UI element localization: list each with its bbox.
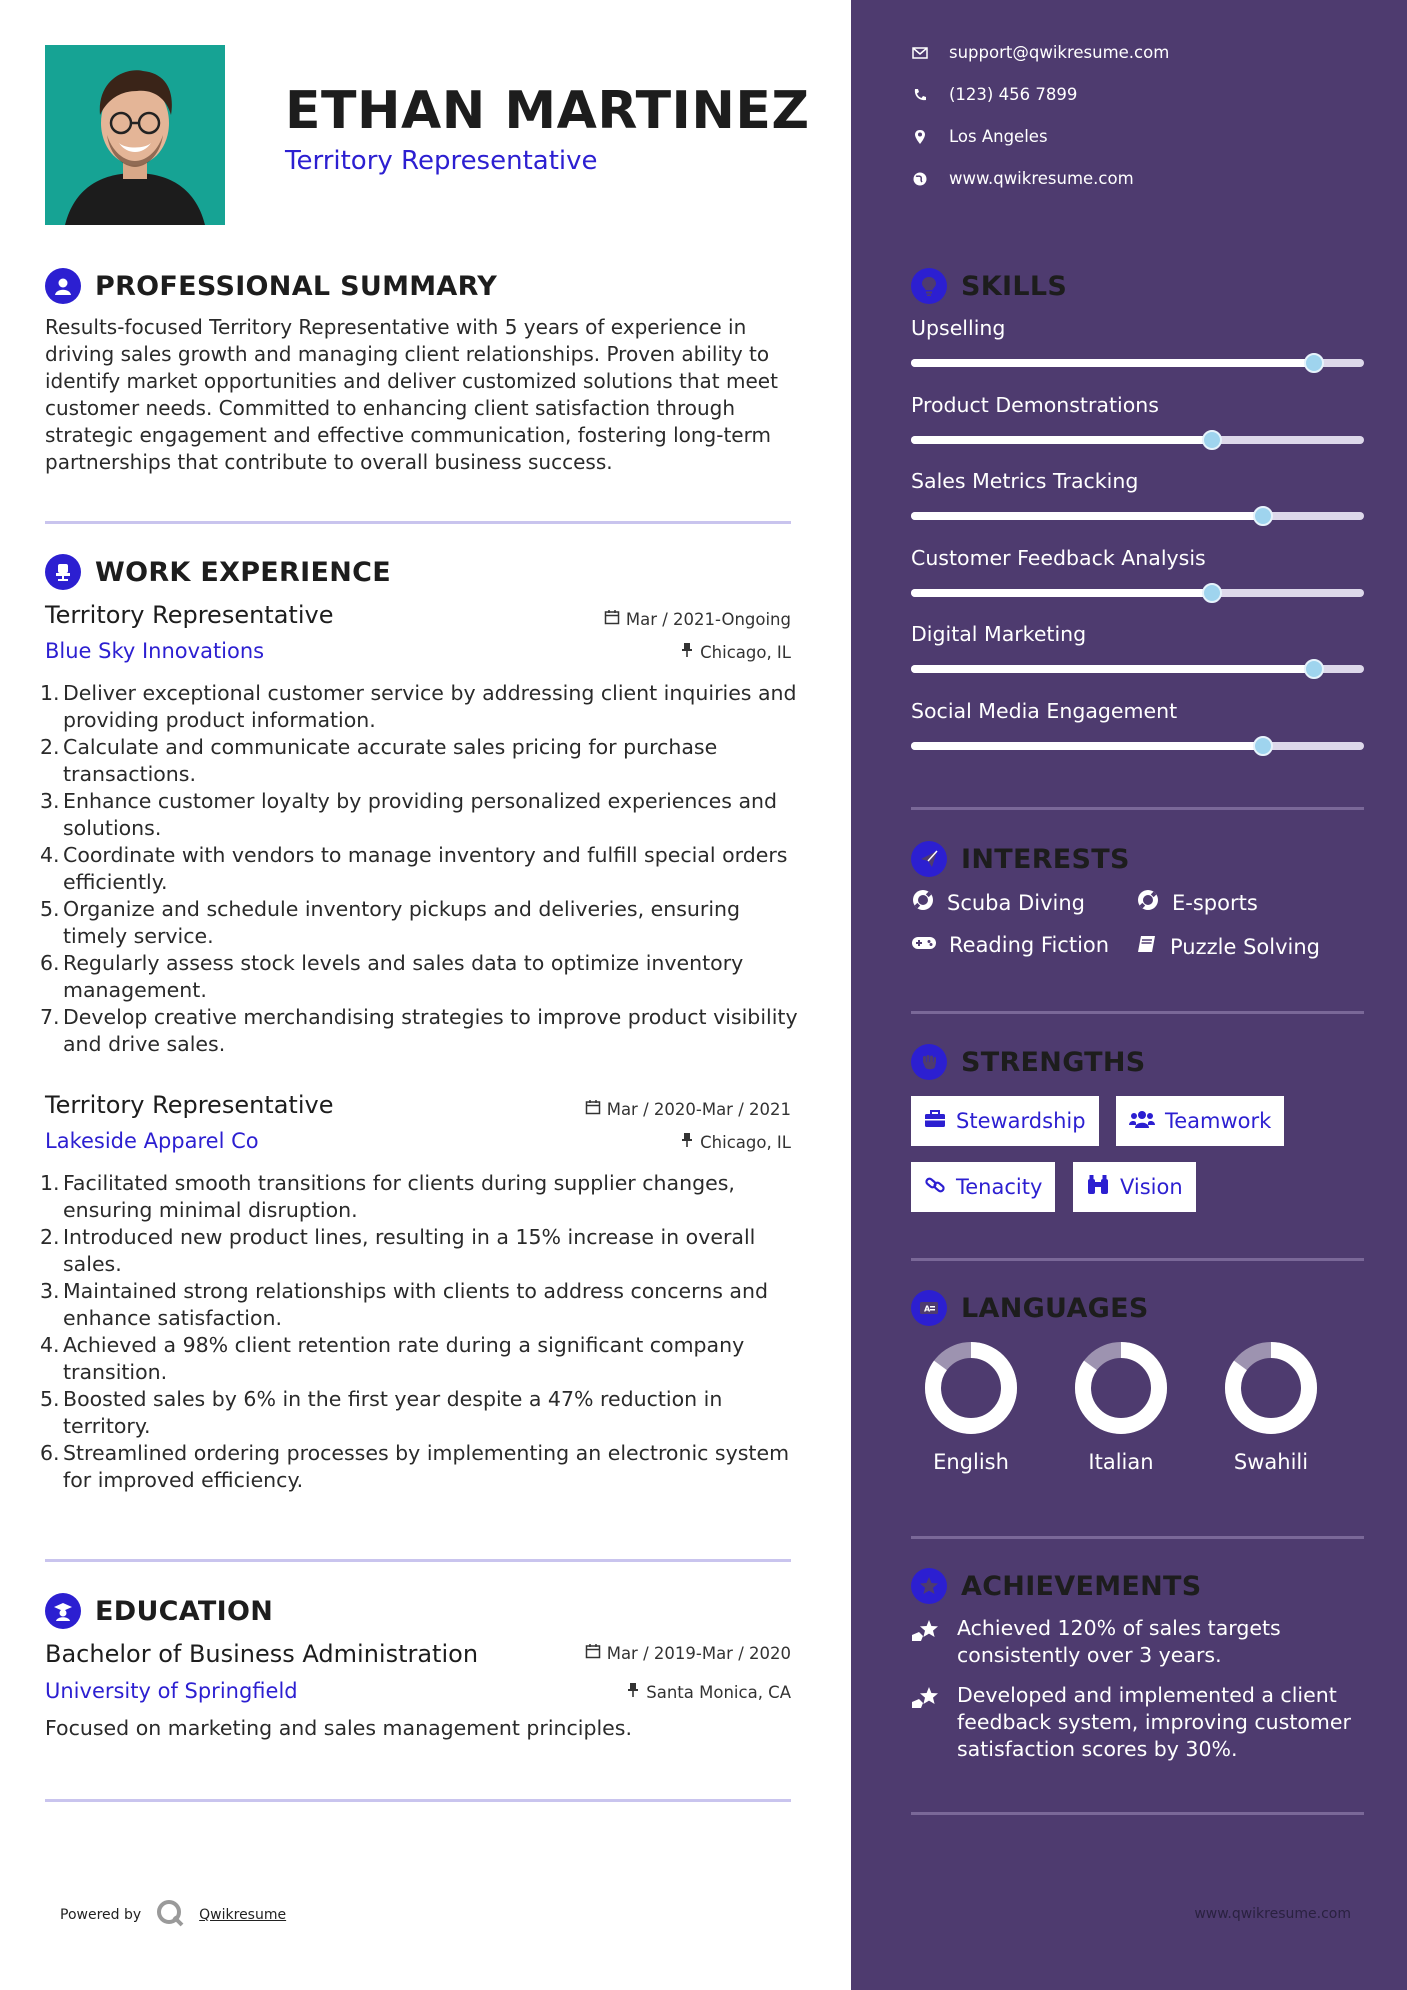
website-text[interactable]: www.qwikresume.com [949,169,1134,188]
avatar [45,45,225,225]
pin-icon [680,1132,694,1152]
email-text[interactable]: support@qwikresume.com [949,43,1170,62]
job-location-text: Chicago, IL [700,1132,791,1152]
interest-item [1136,888,1258,917]
divider [911,1812,1364,1815]
skills-title: SKILLS [961,270,1068,302]
skill-label: Sales Metrics Tracking [911,469,1139,493]
strength-label: Teamwork [1165,1109,1272,1133]
gamepad-icon [911,933,937,957]
candidate-title: Territory Representative [285,146,598,176]
list-item: 3. Maintained strong relationships with clients to address concerns and enhance satisfaction. [40,1279,768,1330]
divider [911,807,1364,810]
skill-bar-fill [911,589,1212,597]
job-date [585,1099,791,1119]
powered-by-label: Powered by [60,1907,142,1923]
lightbulb-icon [911,268,947,304]
job-date [604,609,791,629]
strength-label: Tenacity [956,1175,1043,1199]
list-item: 7. Develop creative merchandising strategies to improve product visibility and drive sales. [40,1005,798,1056]
education-heading [45,1593,273,1629]
strength-label: Stewardship [956,1109,1086,1133]
list-item: 3. Enhance customer loyalty by providing personalized experiences and solutions. [40,789,778,840]
language-item [1216,1338,1326,1474]
profile-photo [45,45,225,225]
language-item [916,1338,1026,1474]
skill-bar [911,436,1364,444]
skill-label: Digital Marketing [911,622,1087,646]
map-marker-icon [911,128,929,146]
chair-icon [45,554,81,590]
list-item: 4. Achieved a 98% client retention rate during a significant company transition. [40,1333,745,1384]
language-ring [1071,1338,1171,1438]
strengths-title: STRENGTHS [961,1046,1146,1078]
strength-badge [911,1096,1099,1146]
job-title: Territory Representative [45,601,334,629]
education-date-text: Mar / 2019-Mar / 2020 [606,1643,791,1663]
skills-heading [911,268,1067,304]
skill-bar [911,665,1364,673]
work-title: WORK EXPERIENCE [95,556,391,588]
candidate-name: ETHAN MARTINEZ [285,81,810,141]
interest-item [911,933,1109,957]
pin-icon [680,642,694,662]
skill-bar-fill [911,359,1314,367]
divider [911,1536,1364,1539]
language-icon [911,1290,947,1326]
achievement-item [911,1682,1371,1763]
list-item: 4. Coordinate with vendors to manage inventory and fulfill special orders efficiently. [40,843,788,894]
divider [45,1559,791,1562]
skill-bar [911,742,1364,750]
job-date-text: Mar / 2021-Ongoing [625,609,791,629]
company-name: Blue Sky Innovations [45,639,265,663]
interest-item [911,888,1085,917]
achievement-text: Developed and implemented a client feedback system, improving customer satisfaction scores by 30%. [957,1683,1351,1761]
strength-badge [911,1162,1055,1212]
qwikresume-logo-icon [155,1898,185,1932]
skill-bar [911,359,1364,367]
interest-label: E-sports [1172,890,1258,915]
job-location [680,1132,791,1152]
svg-text:A: A [924,1304,931,1314]
contact-location [911,127,1048,146]
education-location-text: Santa Monica, CA [646,1682,791,1702]
achievement-text: Achieved 120% of sales targets consistently over 3 years. [957,1616,1281,1667]
contact-phone [911,85,1077,104]
strength-badge [1073,1162,1196,1212]
divider [45,521,791,524]
skill-level-knob [1202,430,1222,450]
interest-label: Scuba Diving [947,890,1085,915]
job-date-text: Mar / 2020-Mar / 2021 [606,1099,791,1119]
lifebuoy-icon [911,888,935,917]
job-location [680,642,791,662]
languages-heading [911,1290,1149,1326]
job-location-text: Chicago, IL [700,642,791,662]
skill-level-knob [1253,736,1273,756]
skill-bar-fill [911,742,1263,750]
education-location [626,1682,791,1702]
powered-by [60,1898,286,1932]
location-text: Los Angeles [949,127,1048,146]
language-ring [921,1338,1021,1438]
calendar-icon [585,1099,601,1119]
lifebuoy-icon [1136,888,1160,917]
interests-heading [911,841,1130,877]
skill-level-knob [1253,506,1273,526]
briefcase-icon [924,1109,946,1134]
education-title: EDUCATION [95,1595,274,1627]
education-date [585,1643,791,1663]
interests-title: INTERESTS [961,843,1130,875]
user-icon [45,268,81,304]
job-bullets [40,1170,800,1494]
pin-icon [626,1682,640,1702]
list-item: 1. Facilitated smooth transitions for clients during supplier changes, ensuring minimal disruption. [40,1171,735,1222]
list-item: 5. Organize and schedule inventory pickups and deliveries, ensuring timely service. [40,897,741,948]
list-item: 6. Regularly assess stock levels and sales data to optimize inventory management. [40,951,744,1002]
list-item: 2. Calculate and communicate accurate sales pricing for purchase transactions. [40,735,718,786]
skill-bar [911,589,1364,597]
summary-title: PROFESSIONAL SUMMARY [95,270,498,302]
phone-icon [911,86,929,104]
star-badge-icon [911,1568,947,1604]
graduate-icon [45,1593,81,1629]
contact-email [911,43,1169,62]
interest-label: Reading Fiction [949,933,1110,957]
footer-website[interactable]: www.qwikresume.com [1194,1906,1351,1922]
divider [911,1258,1364,1261]
work-heading [45,554,391,590]
users-icon [1129,1109,1155,1134]
link-icon [924,1174,946,1201]
interest-item [1136,933,1320,960]
achievements-heading [911,1568,1202,1604]
skill-bar [911,512,1364,520]
strengths-heading [911,1044,1146,1080]
skill-bar-fill [911,665,1314,673]
star-hand-icon [911,1682,943,1763]
calendar-icon [604,609,620,629]
skill-label: Customer Feedback Analysis [911,545,1206,570]
skill-bar-fill [911,436,1212,444]
list-item: 6. Streamlined ordering processes by implementing an electronic system for improved efficiency. [40,1441,790,1492]
strength-label: Vision [1120,1175,1183,1199]
list-item: 1. Deliver exceptional customer service by addressing client inquiries and providing product information. [40,681,797,732]
divider [911,1011,1364,1014]
language-item [1066,1338,1176,1474]
job-title: Territory Representative [45,1091,334,1119]
binoculars-icon [1086,1174,1110,1201]
list-item: 2. Introduced new product lines, resulting in a 15% increase in overall sales. [40,1225,756,1276]
company-name: Lakeside Apparel Co [45,1129,259,1153]
language-label: English [933,1450,1009,1474]
phone-text: (123) 456 7899 [949,85,1078,104]
achievements-title: ACHIEVEMENTS [961,1570,1202,1602]
language-label: Swahili [1233,1450,1309,1474]
fist-icon [911,1044,947,1080]
summary-heading [45,268,497,304]
envelope-icon [911,44,929,62]
contact-website [911,169,1134,188]
paper-plane-icon [911,841,947,877]
star-hand-icon [911,1615,943,1669]
book-icon [1136,933,1158,960]
skill-label: Social Media Engagement [911,698,1178,723]
skill-bar-fill [911,512,1263,520]
language-label: Italian [1088,1450,1154,1474]
languages-title: LANGUAGES [961,1292,1149,1324]
qwikresume-link[interactable]: Qwikresume [199,1907,287,1923]
school-name: University of Springfield [45,1679,298,1703]
strength-badge [1116,1096,1284,1146]
achievement-item [911,1615,1371,1669]
globe-icon [911,170,929,188]
job-bullets [40,680,800,1058]
skill-level-knob [1202,583,1222,603]
calendar-icon [585,1643,601,1663]
language-ring [1221,1338,1321,1438]
skill-label: Upselling [911,316,1006,340]
education-description: Focused on marketing and sales management principles. [45,1716,632,1740]
degree-title: Bachelor of Business Administration [45,1640,479,1668]
list-item: 5. Boosted sales by 6% in the first year despite a 47% reduction in territory. [40,1387,723,1438]
summary-text: Results-focused Territory Representative with 5 years of experience in driving sales growth and managing client relationships. Proven ability to identify market opportunities and deliver customized solutions that meet customer needs. Committed to enhancing client satisfaction through strategic engagement and effective communication, fostering long-term partnerships that contribute to overall business success. [45,315,778,474]
divider [45,1799,791,1802]
skill-label: Product Demonstrations [911,392,1159,417]
interest-label: Puzzle Solving [1170,934,1320,959]
